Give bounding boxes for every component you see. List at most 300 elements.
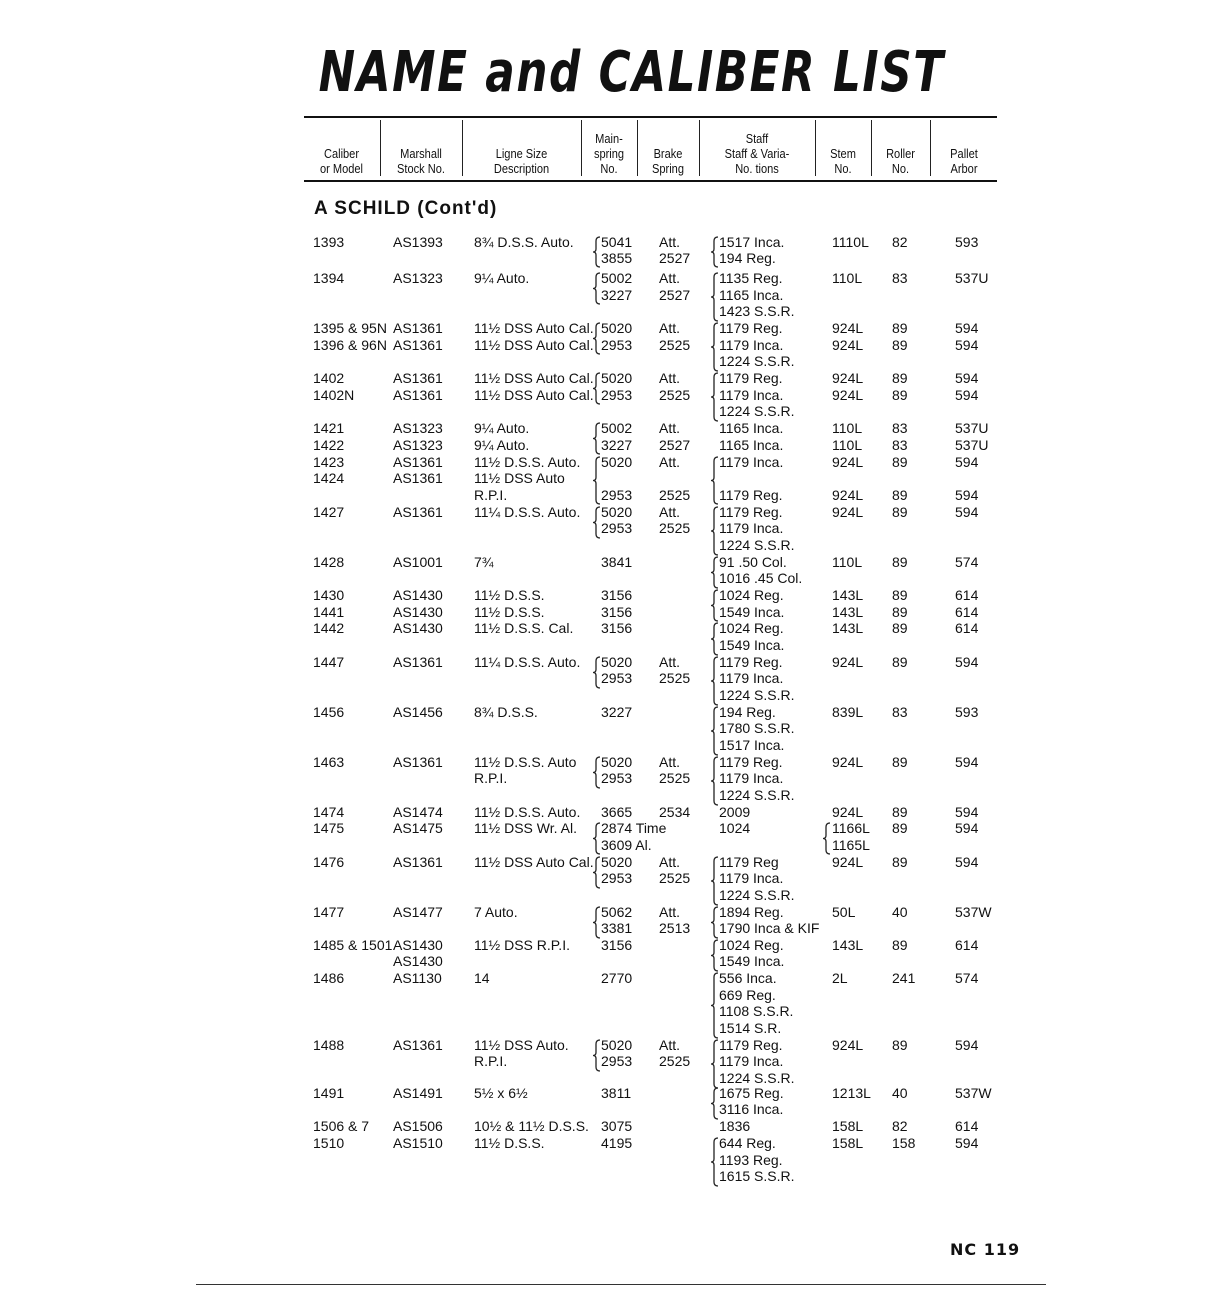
- column-header-text: Stem: [830, 146, 856, 161]
- cell-staff: 1179 Reg.: [719, 504, 783, 520]
- cell-stock: AS1491: [393, 1085, 443, 1101]
- cell-main: 3227: [601, 704, 633, 720]
- cell-stock: AS1477: [393, 904, 443, 920]
- cell-main: 5020: [601, 1037, 633, 1053]
- cell-cal: 1442: [313, 620, 345, 636]
- cell-roller: 89: [892, 1037, 908, 1053]
- cell-brake: Att.: [659, 504, 681, 520]
- cell-stem: 1165L: [832, 837, 870, 853]
- cell-brake: Att.: [659, 854, 681, 870]
- column-header-text: Description: [493, 161, 550, 176]
- cell-staff: 1517 Inca.: [719, 234, 785, 250]
- cell-desc: 11½ D.S.S. Cal.: [474, 620, 574, 636]
- cell-roller: 89: [892, 370, 908, 386]
- cell-stem: 924L: [832, 1037, 864, 1053]
- column-header-text: Roller: [886, 146, 915, 161]
- mainspring-brace: [592, 656, 602, 689]
- cell-main: 3855: [601, 250, 633, 266]
- mainspring-brace: [592, 1039, 602, 1072]
- cell-main: 5002: [601, 420, 633, 436]
- cell-staff: 1179 Inca.: [719, 1053, 784, 1069]
- cell-main: 4195: [601, 1135, 633, 1151]
- cell-pallet: 594: [955, 504, 979, 520]
- mainspring-brace: [592, 422, 602, 455]
- cell-desc: 11¼ D.S.S. Auto.: [474, 654, 581, 670]
- cell-desc: 11½ D.S.S. Auto: [474, 754, 577, 770]
- cell-main: 3665: [601, 804, 633, 820]
- cell-staff: 1894 Reg.: [719, 904, 784, 920]
- cell-staff: 1224 S.S.R.: [719, 353, 795, 369]
- cell-main: 3841: [601, 554, 633, 570]
- cell-stem: 924L: [832, 487, 864, 503]
- staff-brace: [710, 456, 720, 505]
- cell-cal: 1430: [313, 587, 345, 603]
- cell-desc: 8¾ D.S.S.: [474, 704, 538, 720]
- cell-main: 3156: [601, 620, 633, 636]
- cell-desc: 7 Auto.: [474, 904, 518, 920]
- cell-stock: AS1506: [393, 1118, 443, 1134]
- column-divider: [581, 120, 582, 176]
- cell-main: 2953: [601, 337, 633, 353]
- cell-staff: 1108 S.S.R.: [719, 1003, 794, 1019]
- cell-staff: 644 Reg.: [719, 1135, 776, 1151]
- column-header-text: Ligne Size: [495, 146, 548, 161]
- cell-cal: 1394: [313, 270, 345, 286]
- cell-pallet: 614: [955, 620, 979, 636]
- cell-pallet: 614: [955, 937, 979, 953]
- cell-desc: 9¼ Auto.: [474, 420, 530, 436]
- cell-main: 3075: [601, 1118, 633, 1134]
- cell-stock: AS1361: [393, 337, 443, 353]
- cell-cal: 1477: [313, 904, 345, 920]
- cell-cal: 1456: [313, 704, 345, 720]
- staff-brace: [710, 906, 720, 939]
- cell-stem: 158L: [832, 1135, 864, 1151]
- column-divider: [930, 120, 931, 176]
- footer-rule: [196, 1284, 1046, 1285]
- cell-main: 2770: [601, 970, 633, 986]
- column-header-text: [876, 131, 924, 146]
- cell-main: 5020: [601, 454, 633, 470]
- cell-pallet: 574: [955, 554, 979, 570]
- cell-roller: 89: [892, 554, 908, 570]
- cell-stock: AS1474: [393, 804, 443, 820]
- cell-stem: 2L: [832, 970, 848, 986]
- column-header-cell: [709, 124, 806, 176]
- column-header-text: Spring: [652, 161, 684, 176]
- cell-roller: 89: [892, 487, 908, 503]
- staff-brace: [710, 1087, 720, 1120]
- cell-brake: Att.: [659, 654, 681, 670]
- cell-stock: AS1361: [393, 470, 443, 486]
- page-title: NAME and CALIBER LIST: [318, 40, 945, 105]
- column-header-text: Marshall: [400, 146, 442, 161]
- cell-brake: 2525: [659, 870, 691, 886]
- staff-brace: [710, 706, 720, 756]
- cell-pallet: 537W: [955, 904, 992, 920]
- cell-brake: 2527: [659, 287, 691, 303]
- cell-staff: 1179 Inca.: [719, 454, 784, 470]
- staff-brace: [710, 556, 720, 589]
- cell-main: 2874 Time: [601, 820, 667, 836]
- page-number: NC 119: [950, 1240, 1021, 1259]
- cell-brake: 2525: [659, 520, 691, 536]
- staff-brace: [710, 1137, 720, 1187]
- mainspring-brace: [592, 906, 602, 939]
- cell-stock: AS1130: [393, 970, 442, 986]
- column-header-text: Stock No.: [397, 161, 445, 176]
- cell-main: 2953: [601, 870, 633, 886]
- cell-staff: 1224 S.S.R.: [719, 887, 795, 903]
- column-header-cell: [643, 124, 694, 176]
- column-header-text: Brake: [653, 146, 683, 161]
- cell-cal: 1474: [313, 804, 345, 820]
- cell-stock: AS1361: [393, 370, 443, 386]
- cell-staff: 1016 .45 Col.: [719, 570, 803, 586]
- cell-cal: 1428: [313, 554, 345, 570]
- cell-desc: 11½ D.S.S.: [474, 1135, 545, 1151]
- cell-staff: 2009: [719, 804, 751, 820]
- column-header-text: [310, 131, 374, 146]
- cell-pallet: 593: [955, 704, 979, 720]
- column-header-text: Pallet: [950, 146, 978, 161]
- column-header-cell: [936, 124, 992, 176]
- column-header-cell: [310, 124, 374, 176]
- cell-brake: Att.: [659, 370, 681, 386]
- cell-main: 3227: [601, 287, 633, 303]
- cell-staff: 1024 Reg.: [719, 620, 784, 636]
- cell-stem: 924L: [832, 654, 864, 670]
- cell-pallet: 594: [955, 654, 979, 670]
- cell-pallet: 537U: [955, 420, 989, 436]
- cell-stem: 1166L: [832, 820, 870, 836]
- cell-cal: 1423: [313, 454, 345, 470]
- cell-stem: 110L: [832, 554, 863, 570]
- cell-staff: 1179 Reg.: [719, 487, 783, 503]
- mainspring-brace: [592, 456, 602, 505]
- column-divider: [380, 120, 381, 176]
- cell-staff: 1024 Reg.: [719, 587, 784, 603]
- column-divider: [815, 120, 816, 176]
- cell-desc: 11½ DSS R.P.I.: [474, 937, 570, 953]
- cell-pallet: 594: [955, 804, 979, 820]
- cell-main: 3227: [601, 437, 633, 453]
- cell-roller: 40: [892, 1085, 908, 1101]
- staff-brace: [710, 756, 720, 806]
- cell-main: 3156: [601, 604, 633, 620]
- column-divider: [871, 120, 872, 176]
- cell-cal: 1424: [313, 470, 345, 486]
- cell-main: 5020: [601, 854, 633, 870]
- cell-brake: 2525: [659, 337, 691, 353]
- cell-stem: 110L: [832, 420, 863, 436]
- column-header-cell: [472, 124, 571, 176]
- cell-desc: R.P.I.: [474, 487, 508, 503]
- cell-stock: AS1510: [393, 1135, 443, 1151]
- cell-main: 2953: [601, 1053, 633, 1069]
- cell-stem: 143L: [832, 937, 864, 953]
- column-divider: [699, 120, 700, 176]
- column-header-text: Staff & Varia-: [724, 146, 790, 161]
- cell-cal: 1447: [313, 654, 345, 670]
- cell-brake: 2525: [659, 387, 691, 403]
- cell-staff: 1179 Inca.: [719, 337, 784, 353]
- cell-cal: 1486: [313, 970, 345, 986]
- cell-stock: AS1361: [393, 387, 443, 403]
- column-header-text: No.: [834, 161, 852, 176]
- mainspring-brace: [592, 322, 602, 355]
- cell-brake: 2534: [659, 804, 691, 820]
- cell-main: 3381: [601, 920, 633, 936]
- cell-main: 5002: [601, 270, 633, 286]
- cell-staff: 1224 S.S.R.: [719, 787, 795, 803]
- cell-staff: 1179 Reg.: [719, 754, 783, 770]
- cell-cal: 1491: [313, 1085, 345, 1101]
- cell-pallet: 537U: [955, 437, 989, 453]
- cell-pallet: 594: [955, 320, 979, 336]
- column-header-text: [643, 131, 694, 146]
- cell-stock: AS1475: [393, 820, 443, 836]
- cell-desc: 9¼ Auto.: [474, 437, 530, 453]
- column-header-text: No.: [891, 161, 910, 176]
- cell-staff: 669 Reg.: [719, 987, 776, 1003]
- cell-brake: 2525: [659, 770, 691, 786]
- cell-roller: 40: [892, 904, 908, 920]
- cell-pallet: 594: [955, 1037, 979, 1053]
- cell-stock: AS1456: [393, 704, 443, 720]
- cell-stock: AS1430: [393, 604, 443, 620]
- cell-staff: 1514 S.R.: [719, 1020, 782, 1036]
- cell-stem: 50L: [832, 904, 856, 920]
- cell-pallet: 594: [955, 854, 979, 870]
- cell-main: 2953: [601, 770, 633, 786]
- cell-main: 5020: [601, 320, 633, 336]
- cell-stem: 1110L: [832, 234, 869, 250]
- staff-brace: [710, 656, 720, 706]
- cell-brake: Att.: [659, 904, 681, 920]
- column-divider: [462, 120, 463, 176]
- cell-desc: R.P.I.: [474, 770, 508, 786]
- mainspring-brace: [592, 236, 602, 268]
- cell-staff: 1179 Inca.: [719, 520, 784, 536]
- cell-pallet: 594: [955, 370, 979, 386]
- cell-stem: 924L: [832, 504, 864, 520]
- cell-roller: 82: [892, 1118, 908, 1134]
- cell-stock: AS1323: [393, 270, 443, 286]
- column-header-text: [820, 131, 866, 146]
- cell-roller: 89: [892, 337, 908, 353]
- cell-stem: 839L: [832, 704, 864, 720]
- cell-roller: 89: [892, 937, 908, 953]
- cell-staff: 1549 Inca.: [719, 953, 785, 969]
- column-header-cell: [820, 124, 866, 176]
- column-header-text: [936, 131, 992, 146]
- cell-stock: AS1361: [393, 320, 443, 336]
- column-header-text: Caliber: [323, 146, 360, 161]
- cell-staff: 1024: [719, 820, 751, 836]
- cell-cal: 1395 & 95N: [313, 320, 387, 336]
- cell-staff: 1179 Inca.: [719, 387, 784, 403]
- cell-desc: 11½ DSS Wr. Al.: [474, 820, 577, 836]
- column-header-text: spring: [593, 146, 625, 161]
- column-header-text: [387, 131, 455, 146]
- cell-stock: AS1393: [393, 234, 443, 250]
- cell-staff: 194 Reg.: [719, 704, 776, 720]
- cell-main: 5020: [601, 370, 633, 386]
- cell-cal: 1463: [313, 754, 345, 770]
- cell-roller: 89: [892, 854, 908, 870]
- cell-staff: 1836: [719, 1118, 751, 1134]
- cell-stem: 110L: [832, 270, 863, 286]
- column-header-text: Main-: [595, 131, 623, 146]
- column-header-text: No.: [600, 161, 618, 176]
- cell-stock: AS1361: [393, 854, 443, 870]
- staff-brace: [710, 622, 720, 656]
- cell-main: 3811: [601, 1085, 632, 1101]
- cell-stem: 924L: [832, 370, 864, 386]
- cell-stock: AS1323: [393, 437, 443, 453]
- cell-staff: 1024 Reg.: [719, 937, 784, 953]
- cell-cal: 1422: [313, 437, 345, 453]
- cell-stock: AS1361: [393, 654, 443, 670]
- cell-desc: 11½ DSS Auto: [474, 470, 565, 486]
- cell-stem: 924L: [832, 454, 864, 470]
- mainspring-brace: [592, 372, 602, 405]
- cell-brake: 2513: [659, 920, 691, 936]
- cell-desc: 11½ DSS Auto Cal.: [474, 337, 594, 353]
- cell-staff: 1224 S.S.R.: [719, 687, 795, 703]
- cell-roller: 82: [892, 234, 908, 250]
- cell-stem: 924L: [832, 754, 864, 770]
- cell-staff: 1179 Inca.: [719, 670, 784, 686]
- column-divider: [637, 120, 638, 176]
- column-header-cell: [387, 124, 455, 176]
- cell-brake: 2527: [659, 437, 691, 453]
- column-header-cell: [876, 124, 924, 176]
- cell-pallet: 537W: [955, 1085, 992, 1101]
- cell-main: 5020: [601, 754, 633, 770]
- cell-cal: 1402N: [313, 387, 355, 403]
- column-header-text: [472, 131, 571, 146]
- cell-desc: 11½ DSS Auto.: [474, 1037, 569, 1053]
- cell-cal: 1421: [313, 420, 345, 436]
- staff-brace: [710, 589, 720, 622]
- cell-stem: 143L: [832, 620, 864, 636]
- cell-brake: Att.: [659, 454, 681, 470]
- cell-pallet: 594: [955, 387, 979, 403]
- cell-roller: 89: [892, 454, 908, 470]
- cell-staff: 1179 Inca.: [719, 870, 784, 886]
- cell-brake: Att.: [659, 320, 681, 336]
- cell-stock: AS1001: [393, 554, 443, 570]
- cell-staff: 1179 Reg.: [719, 370, 783, 386]
- cell-main: 2953: [601, 487, 633, 503]
- cell-brake: Att.: [659, 754, 681, 770]
- cell-pallet: 614: [955, 1118, 979, 1134]
- staff-brace: [710, 372, 720, 422]
- cell-staff: 194 Reg.: [719, 250, 776, 266]
- staff-brace: [710, 506, 720, 556]
- cell-roller: 89: [892, 387, 908, 403]
- cell-cal: 1488: [313, 1037, 345, 1053]
- cell-cal: 1510: [313, 1135, 345, 1151]
- cell-main: 3609 Al.: [601, 837, 652, 853]
- cell-brake: 2527: [659, 250, 691, 266]
- cell-stem: 924L: [832, 320, 864, 336]
- cell-desc: 11½ DSS Auto Cal.: [474, 854, 594, 870]
- cell-cal: 1441: [313, 604, 345, 620]
- cell-stock: AS1430: [393, 587, 443, 603]
- cell-roller: 89: [892, 587, 908, 603]
- cell-desc: 11½ DSS Auto Cal.: [474, 320, 594, 336]
- cell-main: 5062: [601, 904, 633, 920]
- cell-staff: 1224 S.S.R.: [719, 403, 795, 419]
- cell-desc: 11½ D.S.S.: [474, 604, 545, 620]
- cell-pallet: 593: [955, 234, 979, 250]
- cell-main: 3156: [601, 587, 633, 603]
- cell-brake: 2525: [659, 487, 691, 503]
- mainspring-brace: [592, 272, 602, 305]
- cell-staff: 1179 Reg.: [719, 654, 783, 670]
- column-header-text: No. tions: [735, 161, 779, 176]
- cell-staff: 1517 Inca.: [719, 737, 785, 753]
- cell-staff: 1423 S.S.R.: [719, 303, 795, 319]
- cell-stock: AS1361: [393, 454, 443, 470]
- cell-staff: 1549 Inca.: [719, 637, 785, 653]
- cell-brake: Att.: [659, 1037, 681, 1053]
- stem-brace: [822, 822, 832, 855]
- cell-staff: 1224 S.S.R.: [719, 537, 795, 553]
- cell-pallet: 594: [955, 1135, 979, 1151]
- cell-pallet: 594: [955, 487, 979, 503]
- cell-staff: 1165 Inca.: [719, 420, 784, 436]
- cell-staff: 1165 Inca.: [719, 437, 784, 453]
- cell-desc: 9¼ Auto.: [474, 270, 530, 286]
- cell-pallet: 614: [955, 587, 979, 603]
- cell-pallet: 594: [955, 754, 979, 770]
- cell-brake: Att.: [659, 234, 681, 250]
- cell-pallet: 537U: [955, 270, 989, 286]
- cell-staff: 91 .50 Col.: [719, 554, 787, 570]
- cell-desc: 11½ DSS Auto Cal.: [474, 370, 594, 386]
- cell-staff: 1193 Reg.: [719, 1152, 783, 1168]
- cell-staff: 1675 Reg.: [719, 1085, 784, 1101]
- cell-cal: 1506 & 7: [313, 1118, 370, 1134]
- cell-desc: 11¼ D.S.S. Auto.: [474, 504, 581, 520]
- cell-main: 2953: [601, 670, 633, 686]
- cell-stem: 110L: [832, 437, 863, 453]
- cell-stem: 143L: [832, 604, 864, 620]
- cell-roller: 83: [892, 420, 908, 436]
- cell-staff: 1615 S.S.R.: [719, 1168, 795, 1184]
- cell-desc: 8¾ D.S.S. Auto.: [474, 234, 574, 250]
- cell-main: 3156: [601, 937, 633, 953]
- cell-roller: 89: [892, 320, 908, 336]
- column-header-text: Arbor: [950, 161, 978, 176]
- cell-stem: 143L: [832, 587, 864, 603]
- cell-desc: 14: [474, 970, 490, 986]
- column-header-text: or Model: [319, 161, 363, 176]
- cell-main: 5020: [601, 504, 633, 520]
- cell-desc: 11½ D.S.S. Auto.: [474, 804, 581, 820]
- cell-brake: 2525: [659, 1053, 691, 1069]
- cell-stem: 1213L: [832, 1085, 871, 1101]
- cell-stem: 158L: [832, 1118, 864, 1134]
- staff-brace: [710, 322, 720, 372]
- mainspring-brace: [592, 822, 602, 855]
- cell-roller: 89: [892, 820, 908, 836]
- cell-main: 2953: [601, 520, 633, 536]
